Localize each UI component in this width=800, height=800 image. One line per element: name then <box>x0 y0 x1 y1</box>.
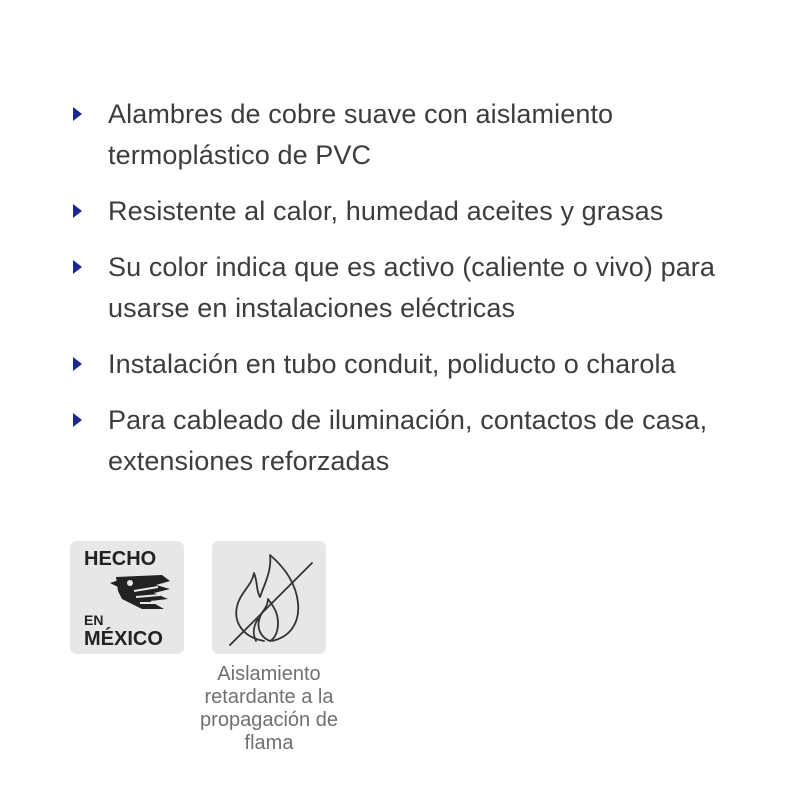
hecho-en-mexico-logo <box>70 541 184 654</box>
flame-retardant-badge <box>212 541 326 654</box>
bullet-icon <box>73 413 82 427</box>
feature-text: Para cableado de iluminación, contactos de casa, extensiones reforzadas <box>108 405 708 476</box>
feature-text: Su color indica que es activo (caliente o vivo) para usarse en instalaciones eléctricas <box>108 252 716 323</box>
crossed-flame-icon <box>212 541 326 654</box>
bullet-icon <box>73 107 82 121</box>
feature-text: Instalación en tubo conduit, poliducto o charola <box>108 349 676 379</box>
flame-retardant-caption: Aislamiento retardante a la propagación de flama <box>200 663 338 754</box>
feature-item <box>68 400 768 482</box>
bullet-icon <box>73 204 82 218</box>
feature-list <box>68 94 768 497</box>
feature-item <box>68 344 768 385</box>
badge-line-hecho: HECHO <box>84 548 157 570</box>
feature-item <box>68 191 768 232</box>
feature-text: Resistente al calor, humedad aceites y grasas <box>108 196 664 226</box>
bullet-icon <box>73 260 82 274</box>
hecho-en-mexico-badge <box>70 541 184 654</box>
feature-item <box>68 94 768 176</box>
badge-line-mexico: MÉXICO <box>84 628 163 650</box>
bullet-icon <box>73 357 82 371</box>
eagle-icon <box>110 575 170 609</box>
feature-text: Alambres de cobre suave con aislamiento termoplástico de PVC <box>108 99 614 170</box>
badge-line-en: EN <box>84 612 104 628</box>
feature-item <box>68 247 768 329</box>
